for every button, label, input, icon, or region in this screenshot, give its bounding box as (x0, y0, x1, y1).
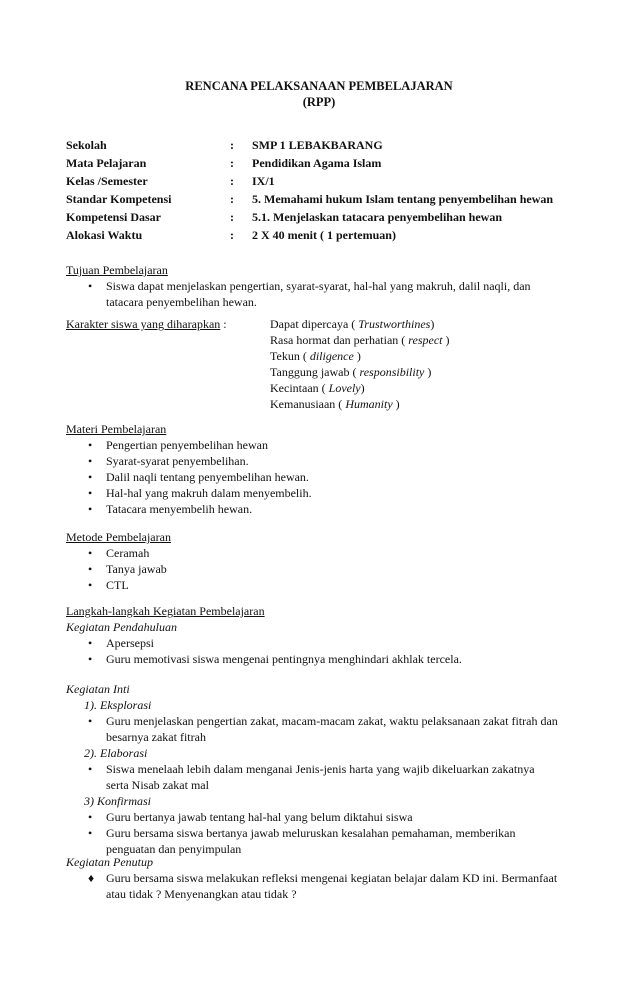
identity-label: Alokasi Waktu (66, 228, 143, 242)
list-item (66, 469, 312, 485)
list-item-text: Tanya jawab (106, 562, 167, 576)
karakter-item-term: respect (408, 333, 443, 347)
karakter-item-end: ) (353, 349, 361, 363)
karakter-item-text: Kemanusiaan ( (270, 397, 346, 411)
identity-value: 2 X 40 menit ( 1 pertemuan) (252, 228, 396, 242)
section-heading-langkah: Langkah-langkah Kegiatan Pembelajaran (66, 604, 265, 618)
karakter-item-term: Lovely (328, 381, 361, 395)
bullet-icon: • (88, 826, 93, 840)
bullet-icon: • (88, 546, 93, 560)
bullet-icon: • (88, 502, 93, 516)
list-item-line: Guru menjelaskan pengertian zakat, macam-macam zakat, waktu pelaksanaan zakat fitrah dan (106, 714, 558, 728)
list-item-text: Tatacara menyembelih hewan. (106, 502, 253, 516)
list-item (66, 561, 171, 577)
subheading-pendahuluan: Kegiatan Pendahuluan (66, 620, 177, 634)
list-item (66, 825, 558, 857)
identity-colon: : (230, 138, 234, 152)
document-subtitle: (RPP) (302, 95, 336, 109)
karakter-item-term: Trustworthines (358, 317, 431, 331)
section-penutup (66, 854, 557, 902)
identity-colon: : (230, 192, 234, 206)
karakter-item-end: ) (392, 397, 400, 411)
eksplorasi-list (66, 713, 558, 745)
bullet-icon: • (88, 279, 93, 293)
identity-row-kelas-semester (66, 172, 612, 190)
identity-row-sekolah (66, 136, 612, 154)
penutup-list (66, 870, 557, 902)
section-heading-tujuan: Tujuan Pembelajaran (66, 263, 168, 277)
list-item (66, 713, 558, 745)
list-item (66, 761, 558, 793)
list-item-text: Hal-hal yang makruh dalam menyembelih. (106, 486, 312, 500)
list-item-text: CTL (106, 578, 129, 592)
list-item (66, 809, 558, 825)
pendahuluan-list (66, 635, 462, 667)
identity-label: Kelas /Semester (66, 174, 148, 188)
karakter-item-text: Dapat dipercaya ( (270, 317, 359, 331)
identity-row-mata-pelajaran (66, 154, 612, 172)
identity-label: Standar Kompetensi (66, 192, 172, 206)
karakter-colon: : (220, 317, 227, 331)
karakter-item-term: Humanity (345, 397, 393, 411)
identity-colon: : (230, 210, 234, 224)
list-item-text: Dalil naqli tentang penyembelihan hewan. (106, 470, 309, 484)
bullet-icon: • (88, 636, 93, 650)
karakter-item-text: Tekun ( (270, 349, 310, 363)
list-item-line: Guru bersama siswa bertanya jawab meluruskan kesalahan pemahaman, memberikan (106, 826, 516, 840)
list-item (66, 501, 312, 517)
identity-value: IX/1 (252, 174, 275, 188)
konfirmasi-list (66, 809, 558, 857)
diamond-bullet-icon: ♦ (88, 871, 95, 885)
document-title: RENCANA PELAKSANAAN PEMBELAJARAN (185, 79, 453, 93)
identity-label: Sekolah (66, 138, 107, 152)
bullet-icon: • (88, 562, 93, 576)
list-item-line: Guru bersama siswa melakukan refleksi mengenai kegiatan belajar dalam KD ini. Bermanfaat (106, 871, 558, 885)
identity-row-kompetensi-dasar (66, 208, 612, 226)
list-item-line: serta Nisab zakat mal (106, 778, 209, 792)
subheading-penutup: Kegiatan Penutup (66, 855, 153, 869)
section-metode (66, 529, 171, 593)
section-langkah (66, 603, 462, 667)
identity-value: Pendidikan Agama Islam (252, 156, 382, 170)
identity-colon: : (230, 228, 234, 242)
karakter-item-text: Kecintaan ( (270, 381, 329, 395)
elaborasi-list (66, 761, 558, 793)
bullet-icon: • (88, 470, 93, 484)
subheading-inti: Kegiatan Inti (66, 682, 130, 696)
karakter-item (270, 396, 450, 412)
karakter-item-text: Tanggung jawab ( (270, 365, 360, 379)
karakter-item-end: ) (430, 317, 435, 331)
list-item-line: Siswa menelaah lebih dalam menganai Jenis-jenis harta yang wajib dikeluarkan zakatnya (106, 762, 535, 776)
subheading-elaborasi: 2). Elaborasi (84, 746, 148, 760)
identity-colon: : (230, 156, 234, 170)
bullet-icon: • (88, 810, 93, 824)
list-item (66, 437, 312, 453)
bullet-icon: • (88, 454, 93, 468)
list-item-text: Guru bertanya jawab tentang hal-hal yang belum diktahui siswa (106, 810, 413, 824)
karakter-label: Karakter siswa yang diharapkan (66, 317, 221, 331)
section-tujuan (66, 262, 531, 310)
list-item-text: Syarat-syarat penyembelihan. (106, 454, 249, 468)
bullet-icon: • (88, 578, 93, 592)
karakter-item (270, 332, 450, 348)
identity-row-alokasi-waktu (66, 226, 612, 244)
bullet-icon: • (88, 438, 93, 452)
list-item-text: Guru memotivasi siswa mengenai pentingnya menghindari akhlak tercela. (106, 652, 462, 666)
tujuan-list (66, 278, 531, 310)
list-item-text: Pengertian penyembelihan hewan (106, 438, 268, 452)
list-item-line: atau tidak ? Menyenangkan atau tidak ? (106, 887, 297, 901)
section-materi (66, 421, 312, 517)
list-item-line: besarnya zakat fitrah (106, 730, 206, 744)
identity-table (66, 136, 612, 244)
materi-list (66, 437, 312, 517)
list-item-text: Ceramah (106, 546, 150, 560)
bullet-icon: • (88, 652, 93, 666)
metode-list (66, 545, 171, 593)
list-item-line: penguatan dan penyimpulan (106, 842, 242, 856)
tujuan-line-1: Siswa dapat menjelaskan pengertian, syarat-syarat, hal-hal yang makruh, dalil naqli, dan (106, 279, 531, 293)
karakter-item (270, 364, 450, 380)
karakter-item-end: ) (442, 333, 450, 347)
karakter-item (270, 380, 450, 396)
list-item (66, 577, 171, 593)
list-item-text: Apersepsi (106, 636, 154, 650)
bullet-icon: • (88, 714, 93, 728)
list-item (66, 651, 462, 667)
identity-label: Mata Pelajaran (66, 156, 147, 170)
identity-value: 5. Memahami hukum Islam tentang penyembelihan hewan (252, 192, 554, 206)
subheading-eksplorasi: 1). Eksplorasi (84, 698, 152, 712)
bullet-icon: • (88, 486, 93, 500)
identity-label: Kompetensi Dasar (66, 210, 161, 224)
identity-colon: : (230, 174, 234, 188)
karakter-item-text: Rasa hormat dan perhatian ( (270, 333, 409, 347)
identity-value: 5.1. Menjelaskan tatacara penyembelihan hewan (252, 210, 502, 224)
bullet-icon: • (88, 762, 93, 776)
subheading-konfirmasi: 3) Konfirmasi (84, 794, 152, 808)
karakter-label-row (66, 316, 227, 332)
list-item (66, 635, 462, 651)
karakter-values (270, 316, 450, 412)
section-heading-materi: Materi Pembelajaran (66, 422, 167, 436)
section-kegiatan-inti (66, 681, 558, 857)
identity-row-standar-kompetensi (66, 190, 612, 208)
tujuan-line-2: tatacara penyembelihan hewan. (106, 295, 257, 309)
list-item (66, 870, 557, 902)
karakter-item-end: ) (360, 381, 365, 395)
identity-value: SMP 1 LEBAKBARANG (252, 138, 383, 152)
karakter-item (270, 348, 450, 364)
karakter-item (270, 316, 450, 332)
karakter-item-term: responsibility (359, 365, 425, 379)
list-item (66, 278, 531, 310)
karakter-item-term: diligence (309, 349, 354, 363)
list-item (66, 453, 312, 469)
section-heading-metode: Metode Pembelajaran (66, 530, 171, 544)
karakter-item-end: ) (424, 365, 432, 379)
list-item (66, 485, 312, 501)
list-item (66, 545, 171, 561)
